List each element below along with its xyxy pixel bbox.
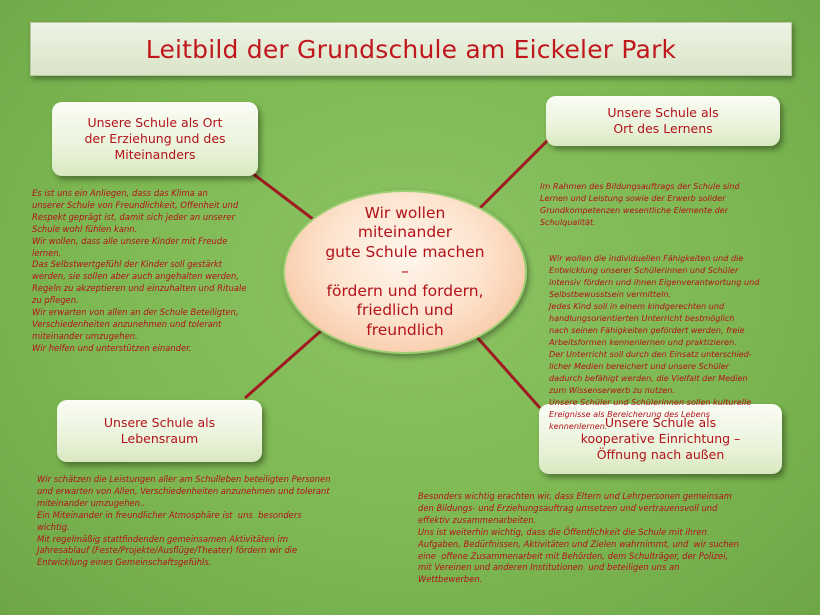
box-kooperation: Unsere Schule als kooperative Einrichtung – Öffnung nach außen [539, 404, 782, 474]
text-erziehung: Es ist uns ein Anliegen, dass das Klima an unserer Schule von Freundlichkeit, Offenheit und Respekt geprägt ist, damit sich jeder an unserer Schule wohl fühlen kann. Wir wollen, dass alle unsere Kinder mit Freude lernen. Das Selbstwertgefühl der Kinder soll gestärkt werden, sie sollen aber auch angehalten werden, Regeln zu akzeptieren und einzuhalten und Rituale zu pflegen. Wir erwarten von allen an der Schule Beteiligten, Verschiedenheiten anzunehmen und tolerant miteinander umzugehen. Wir helfen und unterstützen einander. [32, 188, 247, 353]
central-ellipse [283, 190, 527, 354]
box-lebensraum: Unsere Schule als Lebensraum [57, 400, 262, 462]
text-kooperation: Besonders wichtig erachten wir, dass Eltern und Lehrpersonen gemeinsam den Bildungs- und Erziehungsauftrag umsetzen und vertrauensvoll und effektiv zusammenarbeiten. Uns ist weiterhin wichtig, dass die Öffentlichkeit die Schule mit ihren Aufgaben, Bedürfnissen, Aktivitäten und Zielen wahrnimmt, und wir suchen eine offene Zusammenarbeit mit Behörden, dem Schulträger, der Polizei, mit Vereinen und anderen Institutionen und beteiligen uns an Wettbewerben. [418, 491, 740, 585]
box-erziehung: Unsere Schule als Ort der Erziehung und des Miteinanders [52, 102, 258, 176]
text-lernen-intro: Im Rahmen des Bildungsauftrags der Schule sind Lernen und Leistung sowie der Erwerb solider Grundkompetenzen wesentliche Elemente der Schulqualität. [540, 181, 740, 227]
text-lebensraum: Wir schätzen die Leistungen aller am Schulleben beteiligten Personen und erwarten von Allen, Verschiedenheiten anzunehmen und tolerant miteinander umzugehen.. Ein Miteinander in freundlicher Atmosphäre ist uns besonders wichtig. Mit regelmäßig stattfindenden gemeinsamen Aktivitäten im Jahresablauf (Feste/Projekte/Ausflüge/Theater) fördern wir die Entwicklung eines Gemeinschaftsgefühls. [37, 474, 331, 568]
box-lernen: Unsere Schule als Ort des Lernens [546, 96, 780, 146]
text-lernen [540, 156, 759, 444]
connector-top-right [478, 140, 548, 210]
connector-bottom-left [245, 330, 322, 398]
page-title: Leitbild der Grundschule am Eickeler Park [145, 34, 677, 64]
connector-bottom-right [476, 336, 540, 408]
central-message: Wir wollen miteinander gute Schule machen – fördern und fordern, friedlich und freundlich [325, 203, 485, 339]
text-lernen-details: Wir wollen die individuellen Fähigkeiten und die Entwicklung unserer Schülerinnen und Schüler intensiv fördern und ihnen Eigenverantwortung und Selbstbewusstsein vermitteln. Jedes Kind soll in einem kindgerechten und handlungsorientierten Unterricht bestmöglich nach seinen Fähigkeiten gefördert werden, freie Arbeitsformen kennenlernen und praktizieren. Der Unterricht soll durch den Einsatz unterschied- licher Medien bereichert und unsere Schüler dadurch befähigt werden, die Vielfalt der Medien zum Wissenserwerb zu nutzen. Unsere Schüler und Schülerinnen sollen kulturelle Ereignisse als Bereicherung des Lebens kennenlernen. [549, 253, 760, 431]
